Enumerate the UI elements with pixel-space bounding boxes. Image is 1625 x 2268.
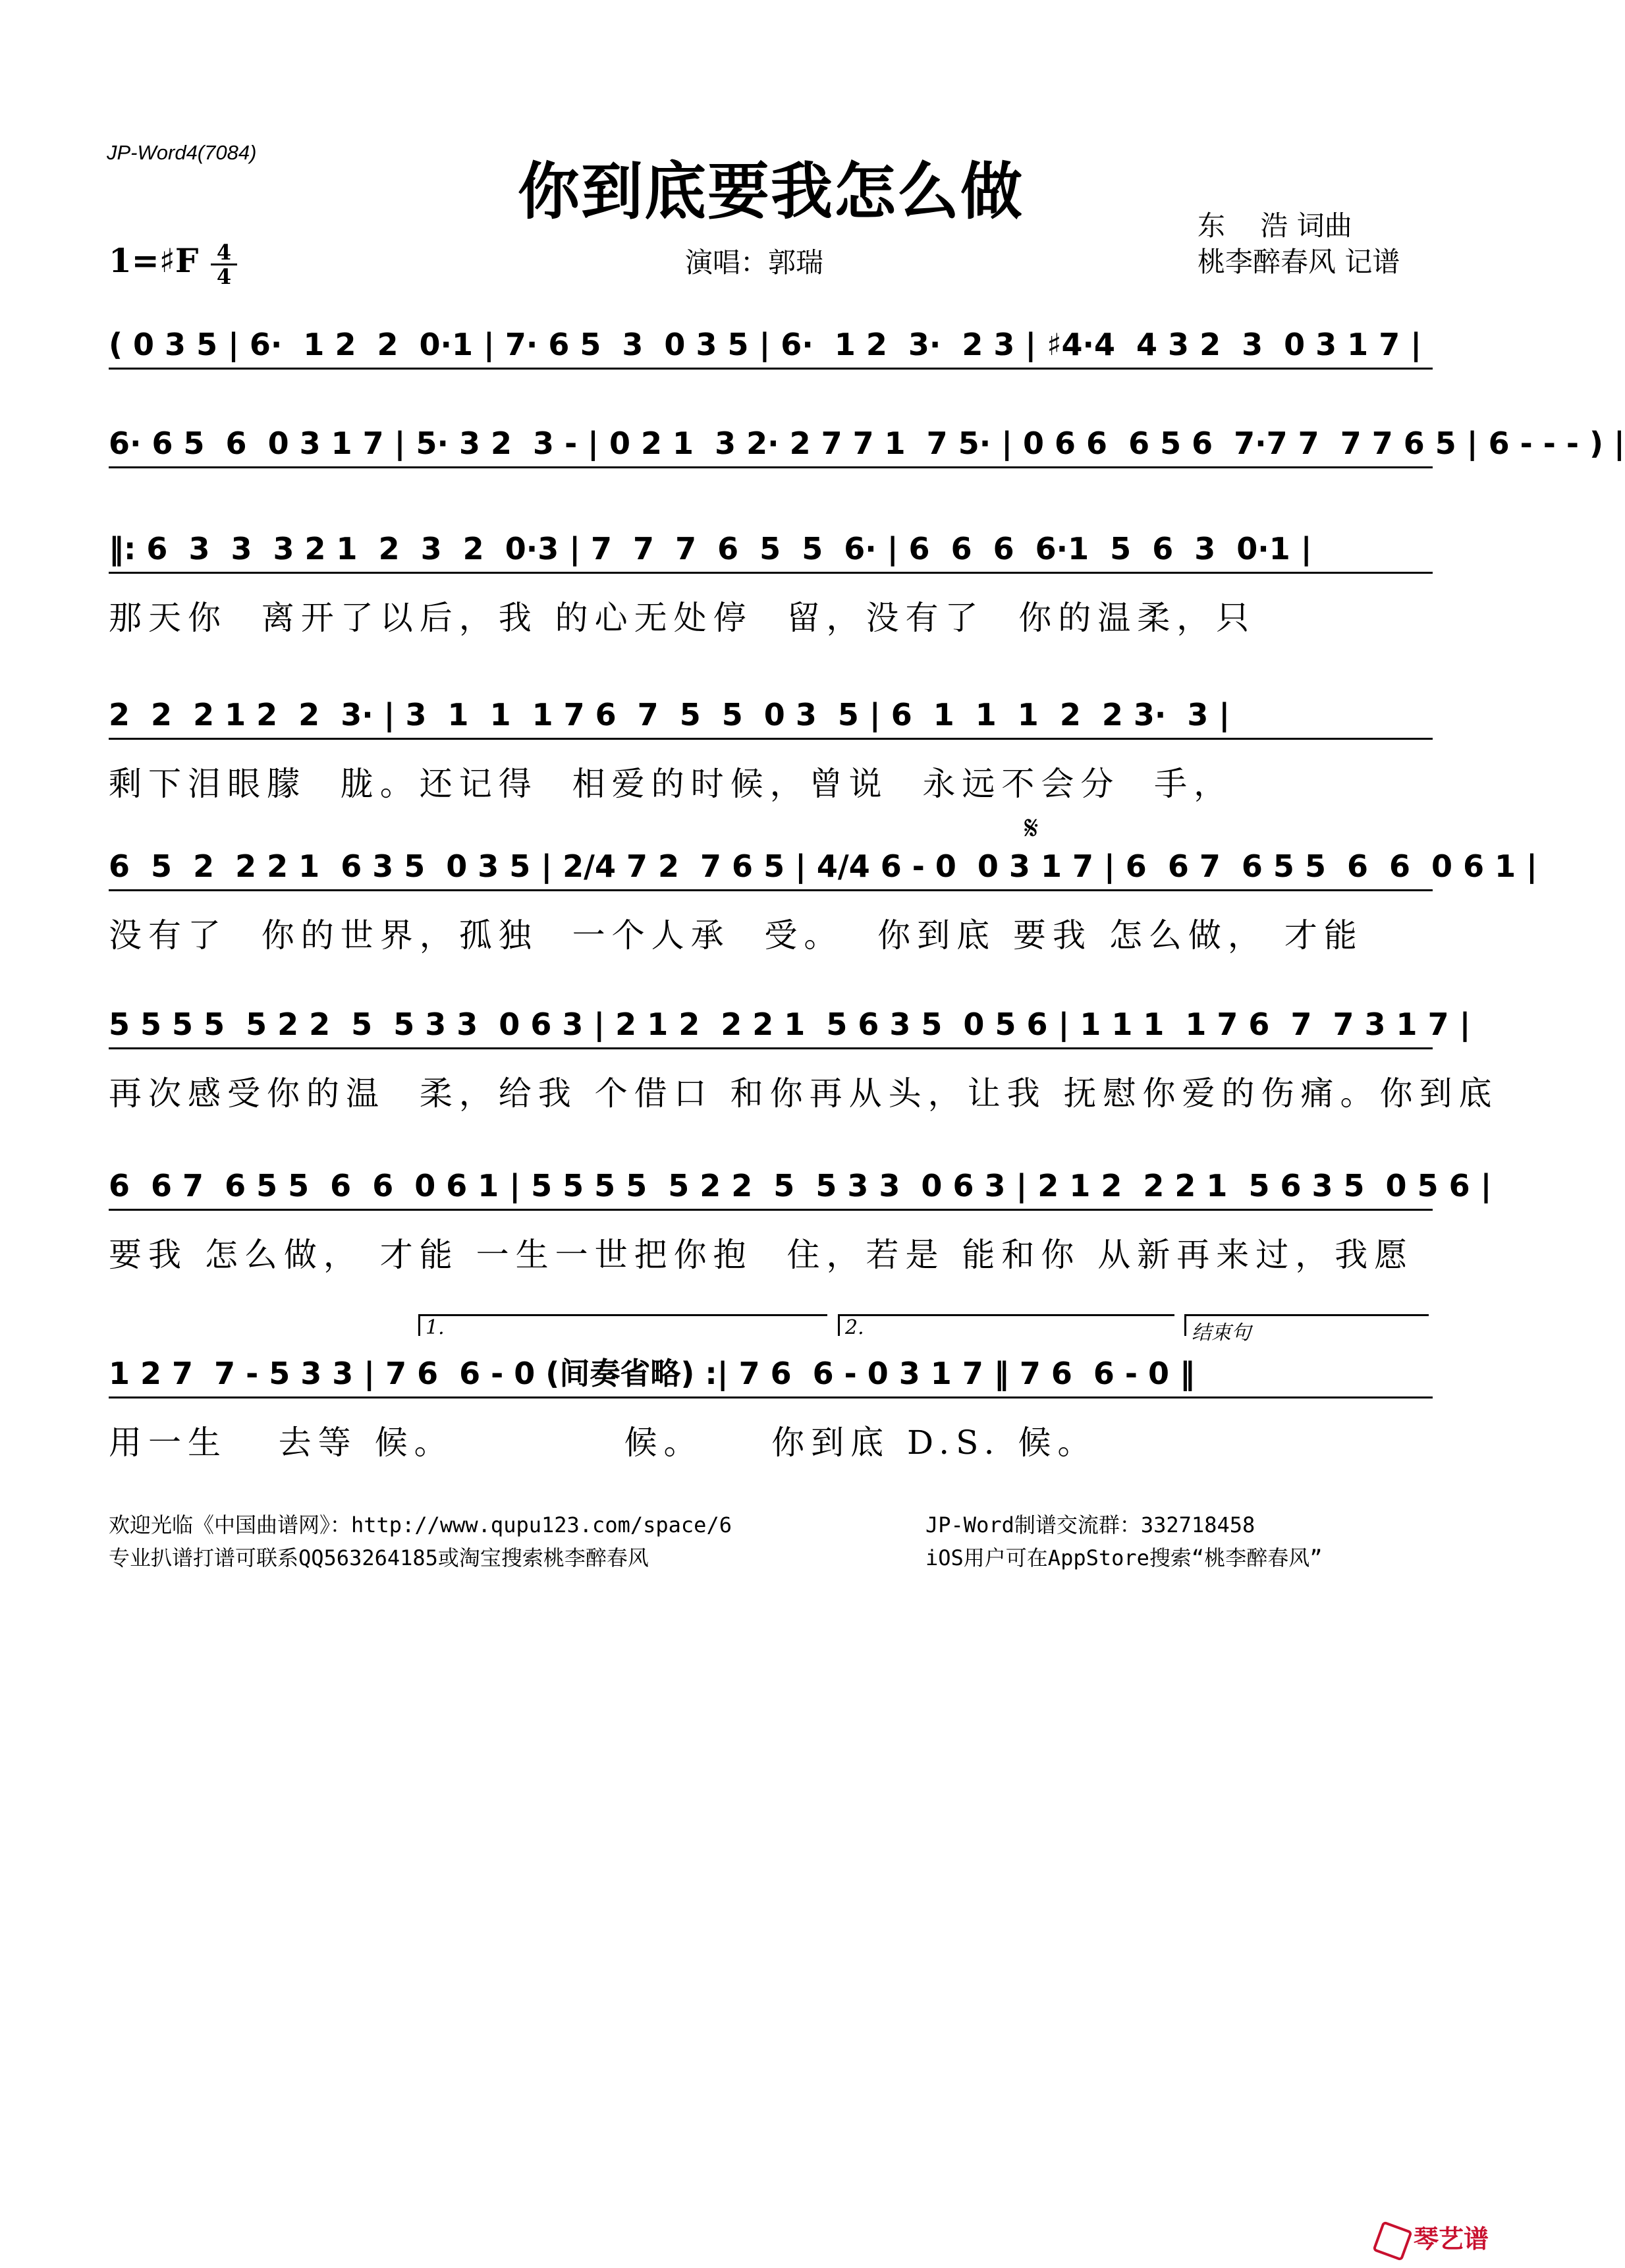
- watermark-logo: [1377, 2219, 1489, 2257]
- notes-row: 2 2 2 1 2 2 3· | 3 1 1 1 7 6 7 5 5 0 3 5 | 6 1 1 1 2 2 3· 3 |: [109, 692, 1433, 740]
- transcriber-credit: 桃李醉春风 记谱: [1198, 246, 1400, 278]
- volta-1-label: 1.: [426, 1316, 445, 1339]
- notes-row: 6· 6 5 6 0 3 1 7 | 5· 3 2 3 - | 0 2 1 3 2· 2 7 7 1 7 5· | 0 6 6 6 5 6 7·7 7 7 7 6 5 | 6 - - - ) |: [109, 420, 1433, 468]
- key-signature: 1=♯F: [109, 241, 199, 280]
- footer-ios: iOS用户可在AppStore搜索“桃李醉春风”: [925, 1545, 1323, 1570]
- footer-site: 欢迎光临《中国曲谱网》：http://www.qupu123.com/space/6: [109, 1512, 732, 1537]
- notes-row: ‖: 6 3 3 3 2 1 2 3 2 0·3 | 7 7 7 6 5 5 6· | 6 6 6 6·1 5 6 3 0·1 |: [109, 526, 1433, 574]
- time-bottom: 4: [216, 264, 232, 289]
- footer-contact: 专业扒谱打谱可联系QQ563264185或淘宝搜索桃李醉春风: [109, 1545, 649, 1570]
- volta-first-ending: [418, 1314, 827, 1339]
- notes-row: 6 6 7 6 5 5 6 6 0 6 1 | 5 5 5 5 5 2 2 5 5 3 3 0 6 3 | 2 1 2 2 2 1 5 6 3 5 0 5 6 |: [109, 1163, 1433, 1211]
- time-signature: [211, 242, 237, 287]
- notes-row: 5 5 5 5 5 2 2 5 5 3 3 0 6 3 | 2 1 2 2 2 1 5 6 3 5 0 5 6 | 1 1 1 1 7 6 7 7 3 1 7 |: [109, 1001, 1433, 1049]
- lyrics-row: 没有了 你的世界，孤独 一个人承 受。 你到底 要我 怎么做， 才能: [109, 916, 1363, 954]
- singer-credit: 演唱：郭瑞: [685, 246, 824, 279]
- notes-row: ( 0 3 5 | 6· 1 2 2 0·1 | 7· 6 5 3 0 3 5 | 6· 1 2 3· 2 3 | ♯4·4 4 3 2 3 0 3 1 7 |: [109, 321, 1433, 370]
- lyrics-row: 再次感受你的温 柔，给我 个借口 和你再从头，让我 抚慰你爱的伤痛。你到底: [109, 1074, 1499, 1113]
- ending-bracket: [1184, 1314, 1429, 1344]
- volta-2-label: 2.: [845, 1316, 864, 1339]
- volta-second-ending: [838, 1314, 1174, 1339]
- lyrics-row: 那天你 离开了以后，我 的心无处停 留，没有了 你的温柔，只: [109, 599, 1256, 637]
- notes-row: 1 2 7 7 - 5 3 3 | 7 6 6 - 0 (间奏省略) :| 7 6 6 - 0 3 1 7 ‖ 7 6 6 - 0 ‖: [109, 1350, 1433, 1398]
- time-top: 4: [216, 240, 232, 265]
- notes-row: 6 5 2 2 2 1 6 3 5 0 3 5 | 2/4 7 2 7 6 5 | 4/4 6 - 0 0 3 1 7 | 6 6 7 6 5 5 6 6 0 6 1 |: [109, 843, 1433, 891]
- lyrics-row: 用一生 去等 候。 候。 你到底 D.S. 候。: [109, 1424, 1097, 1462]
- composer-credit: 东 浩 词曲: [1198, 209, 1352, 242]
- segno-sign: 𝄋: [1024, 809, 1039, 847]
- footer-group: JP-Word制谱交流群：332718458: [925, 1512, 1255, 1537]
- watermark-icon: [1372, 2221, 1413, 2261]
- software-label: JP-Word4(7084): [107, 141, 257, 164]
- ending-label: 结束句: [1192, 1321, 1251, 1344]
- song-title: 你到底要我怎么做: [517, 155, 1024, 228]
- lyrics-row: 要我 怎么做， 才能 一生一世把你抱 住，若是 能和你 从新再来过，我愿: [109, 1236, 1414, 1274]
- lyrics-row: 剩下泪眼朦 胧。还记得 相爱的时候，曾说 永远不会分 手，: [109, 765, 1234, 803]
- watermark-text: 琴艺谱: [1414, 2225, 1489, 2254]
